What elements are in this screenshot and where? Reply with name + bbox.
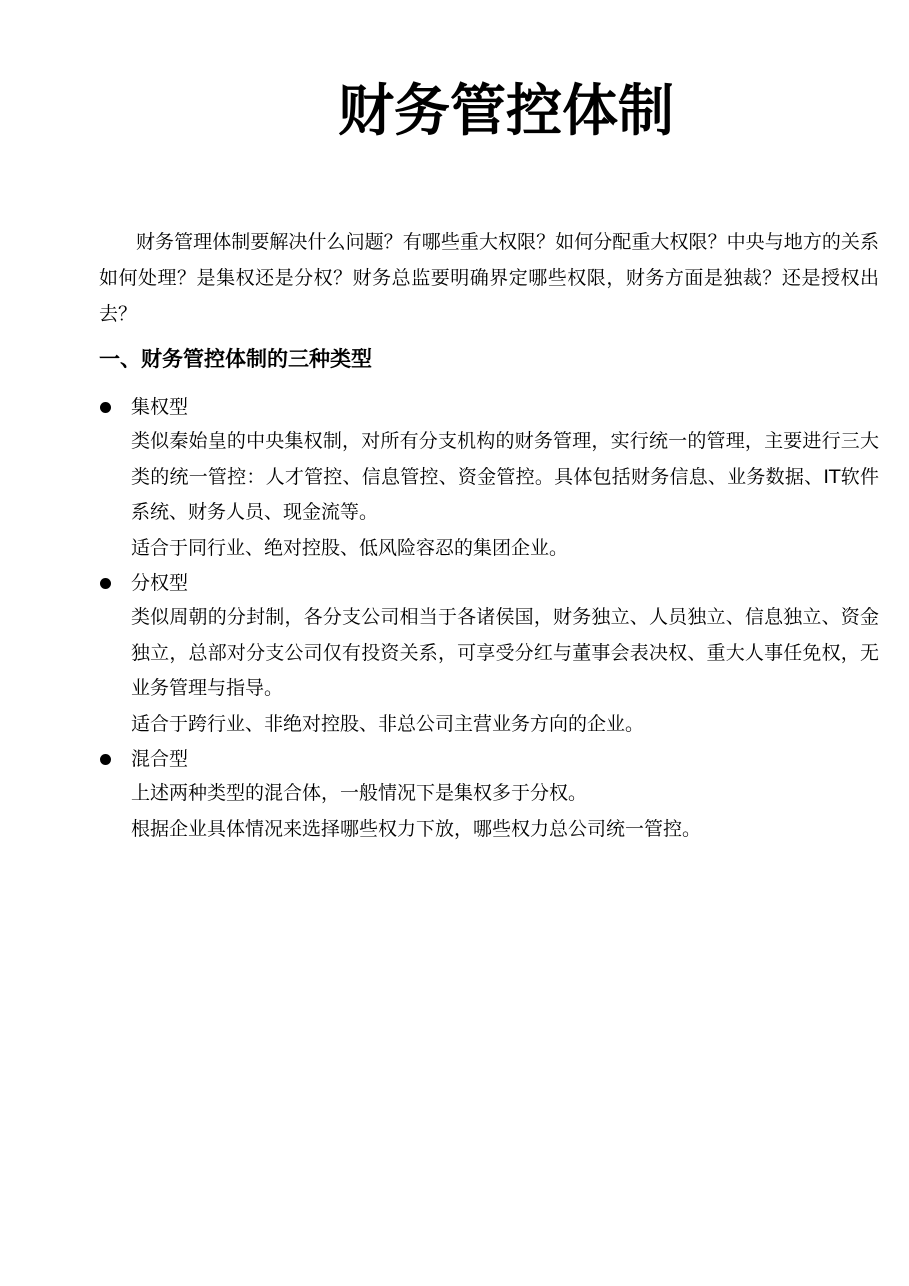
bullet-item (99, 742, 879, 776)
type-description: 类似周朝的分封制，各分支公司相当于各诸侯国，财务独立、人员独立、信息独立、资金独立，总部对分支公司仅有投资关系，可享受分红与董事会表决权、重大人事任免权，无业务管理与指导。 (131, 606, 879, 699)
intro-paragraph: 财务管理体制要解决什么问题？有哪些重大权限？如何分配重大权限？中央与地方的关系如何处理？是集权还是分权？财务总监要明确界定哪些权限，财务方面是独裁？还是授权出去？ (99, 231, 879, 325)
type-applicability: 适合于跨行业、非绝对控股、非总公司主营业务方向的企业。 (131, 712, 645, 735)
bullet-item (99, 566, 879, 600)
page-title: 财务管控体制 (338, 79, 674, 144)
type-block-centralized (99, 390, 879, 566)
section-heading: 一、财务管控体制的三种类型 (99, 347, 372, 371)
type-applicability: 根据企业具体情况来选择哪些权力下放，哪些权力总公司统一管控。 (131, 817, 702, 840)
type-block-hybrid (99, 742, 879, 847)
type-description: 类似秦始皇的中央集权制，对所有分支机构的财务管理，实行统一的管理，主要进行三大类的统一管控：人才管控、信息管控、资金管控。具体包括财务信息、业务数据、IT软件系统、财务人员、现金流等。 (131, 430, 879, 523)
type-block-decentralized (99, 566, 879, 742)
bullet-dot-icon (100, 578, 111, 589)
bullet-label: 分权型 (131, 572, 189, 594)
bullet-label: 集权型 (131, 396, 189, 418)
bullet-label: 混合型 (131, 748, 189, 770)
type-description: 上述两种类型的混合体，一般情况下是集权多于分权。 (131, 782, 588, 804)
bullet-item (99, 390, 879, 424)
bullet-dot-icon (100, 754, 111, 765)
bullet-dot-icon (100, 402, 111, 413)
type-applicability: 适合于同行业、绝对控股、低风险容忍的集团企业。 (131, 536, 569, 559)
